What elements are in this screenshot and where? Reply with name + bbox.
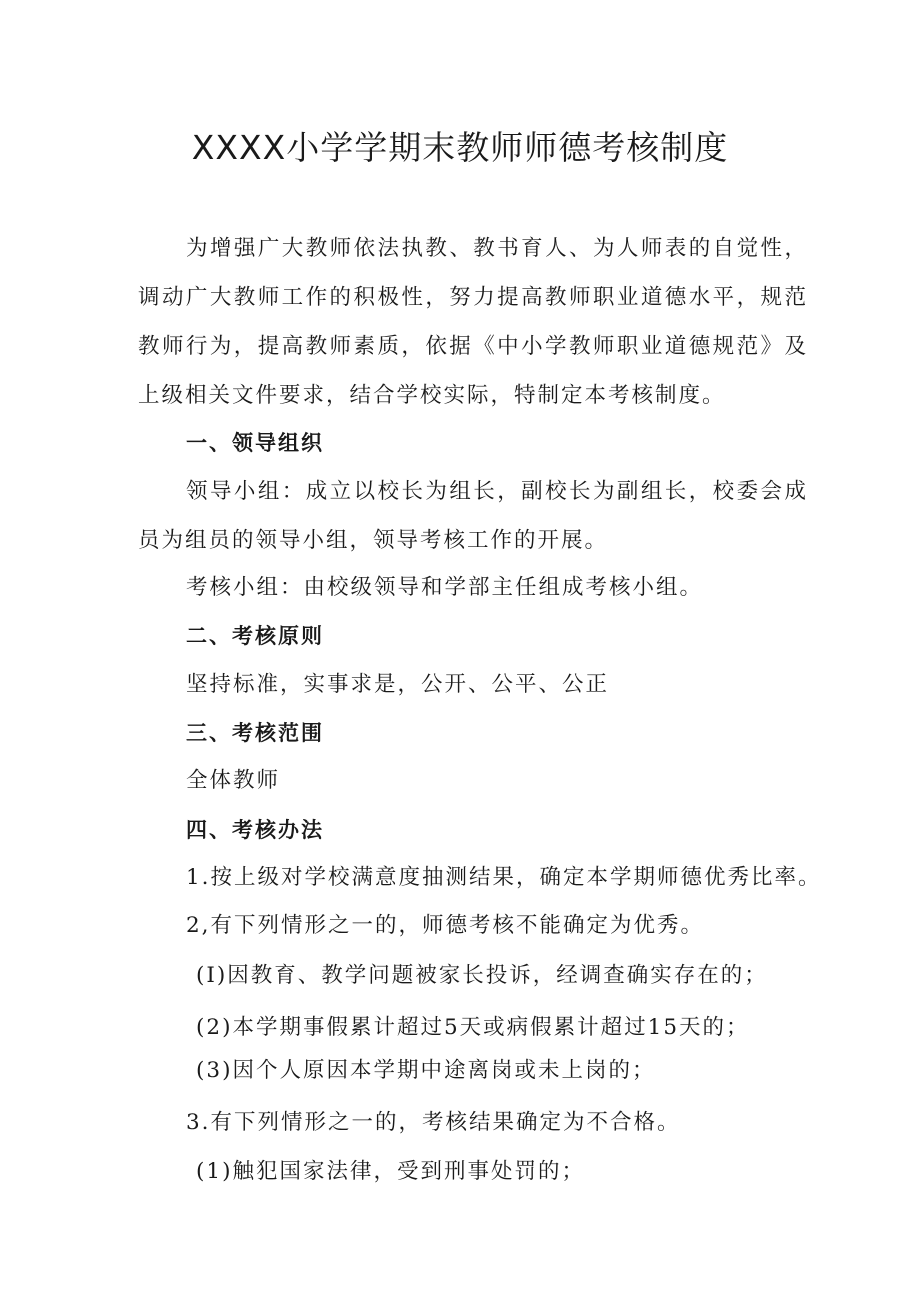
section-1-review-group-paragraph: 考核小组：由校级领导和学部主任组成考核小组。 [186, 575, 704, 600]
section-4-heading: 四、考核办法 [186, 818, 324, 842]
section-2-paragraph: 坚持标准，实事求是，公开、公平、公正 [186, 672, 610, 697]
section-4-item-2-sub-1: (I)因教育、教学问题被家长投诉，经调查确实存在的； [196, 963, 768, 988]
section-3-heading: 三、考核范围 [186, 721, 324, 745]
section-4-item-2: 2,有下列情形之一的，师德考核不能确定为优秀。 [186, 913, 705, 938]
section-4-item-3: 3.有下列情形之一的，考核结果确定为不合格。 [186, 1110, 681, 1135]
section-4-item-2-sub-3: (3)因个人原因本学期中途离岗或未上岗的； [196, 1058, 656, 1083]
section-4-item-2-sub-2: (2)本学期事假累计超过5天或病假累计超过15天的； [196, 1015, 750, 1040]
section-1-heading: 一、领导组织 [186, 431, 324, 455]
section-4-item-3-sub-1: (1)触犯国家法律，受到刑事处罚的； [196, 1159, 585, 1184]
document-title: XXXX小学学期末教师师德考核制度 [191, 128, 729, 167]
section-2-heading: 二、考核原则 [186, 624, 324, 648]
section-1-leadership-paragraph: 领导小组：成立以校长为组长，副校长为副组长，校委会成员为组员的领导小组，领导考核工作的开展。 [138, 479, 808, 553]
section-3-paragraph: 全体教师 [186, 768, 281, 793]
section-4-item-1: 1.按上级对学校满意度抽测结果，确定本学期师德优秀比率。 [186, 865, 822, 890]
intro-paragraph: 为增强广大教师依法执教、教书育人、为人师表的自觉性，调动广大教师工作的积极性，努力提高教师职业道德水平，规范教师行为，提高教师素质，依据《中小学教师职业道德规范》及上级相关文件要求，结合学校实际，特制定本考核制度。 [138, 236, 808, 408]
